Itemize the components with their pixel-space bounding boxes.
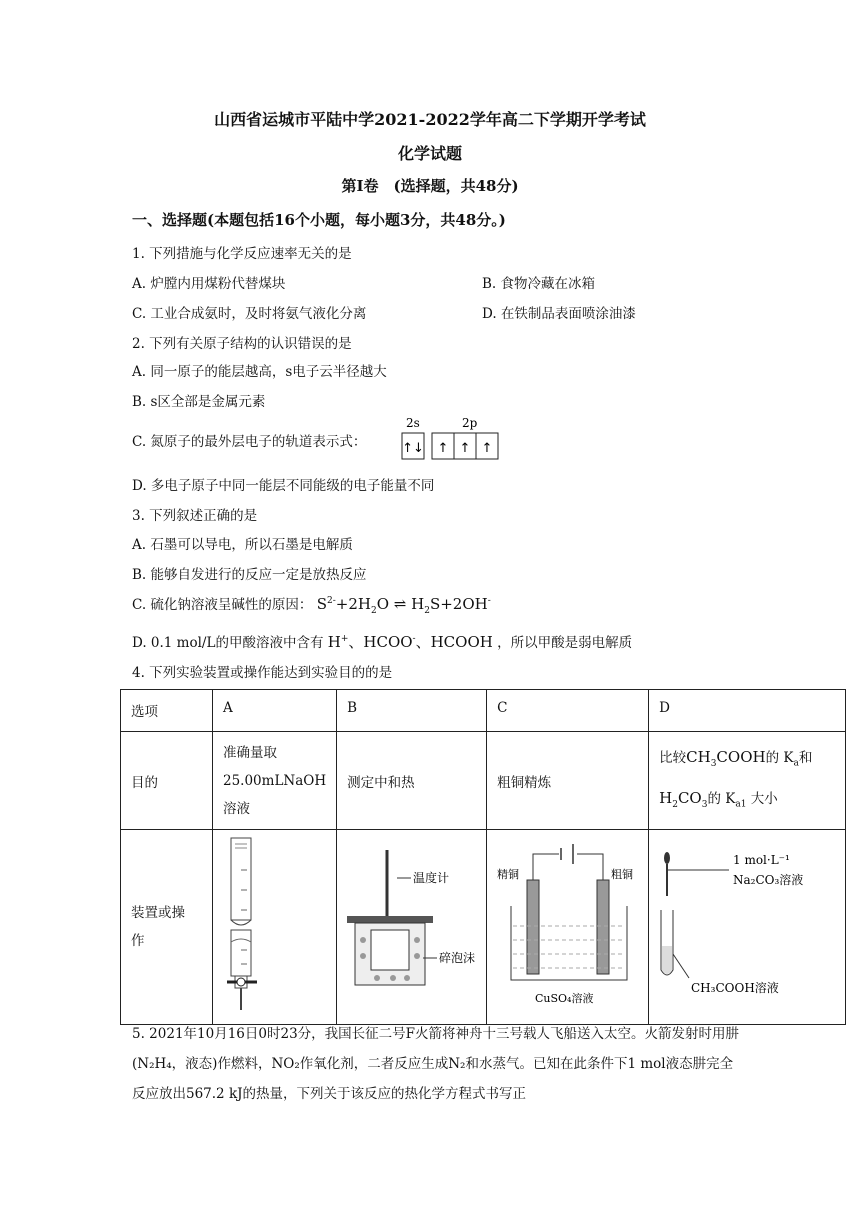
label-foam: 碎泡沫: [439, 951, 476, 965]
label-pure-copper: 精铜: [497, 868, 520, 881]
q3-stem: 3. 下列叙述正确的是: [132, 508, 258, 524]
exam-subtitle: 化学试题: [397, 144, 462, 163]
purpose-a-line-3: 溶液: [223, 800, 250, 817]
q4-apparatus-c: [487, 830, 649, 1025]
q4-apparatus-b: [337, 830, 487, 1025]
formic-acid-species: H+、HCOO-、HCOOH: [327, 633, 493, 651]
purpose-a-line-1: 准确量取: [223, 744, 277, 761]
q4-header-d: D: [649, 690, 846, 732]
purpose-d-text-4: 的: [707, 790, 721, 807]
arrow-2p-1: ↑: [437, 441, 449, 456]
cathode: [527, 880, 539, 974]
electrolysis-diagram: [487, 830, 648, 1020]
q4-header-b: B: [337, 690, 487, 732]
q4-apparatus-label: [121, 830, 213, 1025]
lid: [347, 916, 433, 923]
q4-apparatus-d: [649, 830, 846, 1025]
inner-vessel: [371, 930, 409, 970]
q3-option-d-text: D. 0.1 mol/L的甲酸溶液中含有: [132, 635, 324, 651]
acid-burette: [231, 838, 251, 920]
label-thermometer: 温度计: [413, 871, 450, 885]
label-cuso4: CuSO₄溶液: [535, 992, 594, 1005]
carbonic-acid-formula: $H_2CO_3$: [659, 788, 708, 810]
q1-stem: 1. 下列措施与化学反应速率无关的是: [132, 246, 352, 262]
apparatus-label-line-1: 装置或操: [131, 905, 185, 921]
q4-stem: 4. 下列实验装置或操作能达到实验目的的是: [132, 665, 393, 681]
q1-option-b: B. 食物冷藏在冰箱: [482, 276, 596, 292]
arrow-2s: ↑↓: [402, 441, 424, 456]
dropper-bulb: [664, 852, 670, 864]
label-na2co3: Na₂CO₃溶液: [733, 873, 804, 887]
base-burette: [231, 930, 251, 976]
q4-header-a: A: [213, 690, 337, 732]
q4-apparatus-a: [213, 830, 337, 1025]
acetic-acid-formula: $CH_3COOH$: [686, 747, 766, 769]
label-crude-copper: 粗铜: [611, 868, 634, 881]
q2-option-a: A. 同一原子的能层越高，s电子云半径越大: [132, 364, 387, 380]
dropper-diagram: [649, 830, 845, 1020]
q1-option-d: D. 在铁制品表面喷涂油漆: [482, 306, 636, 322]
q4-header-row: [121, 690, 846, 732]
q1-option-a: A. 炉膛内用煤粉代替煤块: [132, 276, 286, 292]
q2-option-d: D. 多电子原子中同一能层不同能级的电子能量不同: [132, 478, 435, 494]
burette-diagram: [213, 830, 336, 1020]
q4-purpose-a: [213, 732, 337, 830]
q4-header-c: C: [487, 690, 649, 732]
q2-option-c: C. 氮原子的最外层电子的轨道表示式：: [132, 434, 367, 450]
hydrolysis-equation: $S^{2-}+2H_2O$ ⇌ $H_2S+2OH^-$: [316, 595, 491, 616]
section-heading: 一、选择题(本题包括16个小题，每小题3分，共48分。): [132, 211, 506, 229]
orbital-diagram: [400, 415, 520, 465]
q4-purpose-row: [121, 732, 846, 830]
q4-purpose-d: 比较$CH_3COOH$的 $K_a$和 $H_2CO_3$的 $K_{a1}$ 大小: [649, 732, 846, 830]
exam-title: 山西省运城市平陆中学2021-2022学年高二下学期开学考试: [214, 110, 646, 129]
orbital-label-2s: 2s: [406, 416, 420, 430]
purpose-d-text-2: 的: [765, 749, 780, 766]
calorimeter-diagram: [337, 830, 486, 1020]
q3-option-a: A. 石墨可以导电，所以石墨是电解质: [132, 537, 353, 553]
q4-apparatus-row: [121, 830, 846, 1025]
q4-purpose-c: 粗铜精炼: [487, 732, 649, 830]
orbital-label-2p: 2p: [462, 416, 478, 430]
q3-option-d-suffix: ，所以甲酸是弱电解质: [497, 635, 633, 651]
label-ch3cooh: CH₃COOH溶液: [691, 981, 779, 995]
q2-option-b: B. s区全部是金属元素: [132, 394, 266, 410]
q3-option-c-text: C. 硫化钠溶液呈碱性的原因：: [132, 597, 313, 613]
q3-option-d: [132, 631, 632, 652]
q2-stem: 2. 下列有关原子结构的认识错误的是: [132, 336, 352, 352]
purpose-d-text-3: 和: [798, 749, 813, 766]
q5-text: 5. 2021年10月16日0时23分，我国长征二号F火箭将神舟十三号载人飞船送入太空。火箭发射时用肼(N₂H₄，液态)作燃料，NO₂作氧化剂，二者反应生成N₂和水蒸气。已知在此条件下1 mol液态肼完全反应放出567.2 kJ的热量，下列关于该反应的热化学方程式书写正: [132, 1026, 740, 1102]
purpose-d-text-5: 大小: [750, 790, 778, 807]
anode: [597, 880, 609, 974]
q4-purpose-b: 测定中和热: [337, 732, 487, 830]
q4-table: [120, 689, 846, 1025]
arrow-2p-3: ↑: [481, 441, 493, 456]
arrow-2p-2: ↑: [459, 441, 471, 456]
q3-option-c: [132, 593, 491, 616]
volume-heading: 第Ⅰ卷 (选择题，共48分): [341, 177, 519, 195]
apparatus-label-line-2: 作: [131, 933, 145, 949]
label-concentration: 1 mol·L⁻¹: [733, 853, 790, 867]
purpose-a-line-2: 25.00mLNaOH: [223, 772, 327, 789]
q1-option-c: C. 工业合成氨时，及时将氨气液化分离: [132, 306, 367, 322]
q3-option-b: B. 能够自发进行的反应一定是放热反应: [132, 567, 367, 583]
q4-purpose-label: 目的: [121, 732, 213, 830]
purpose-d-text-1: 比较: [659, 749, 687, 766]
q4-header-option: 选项: [121, 690, 213, 732]
